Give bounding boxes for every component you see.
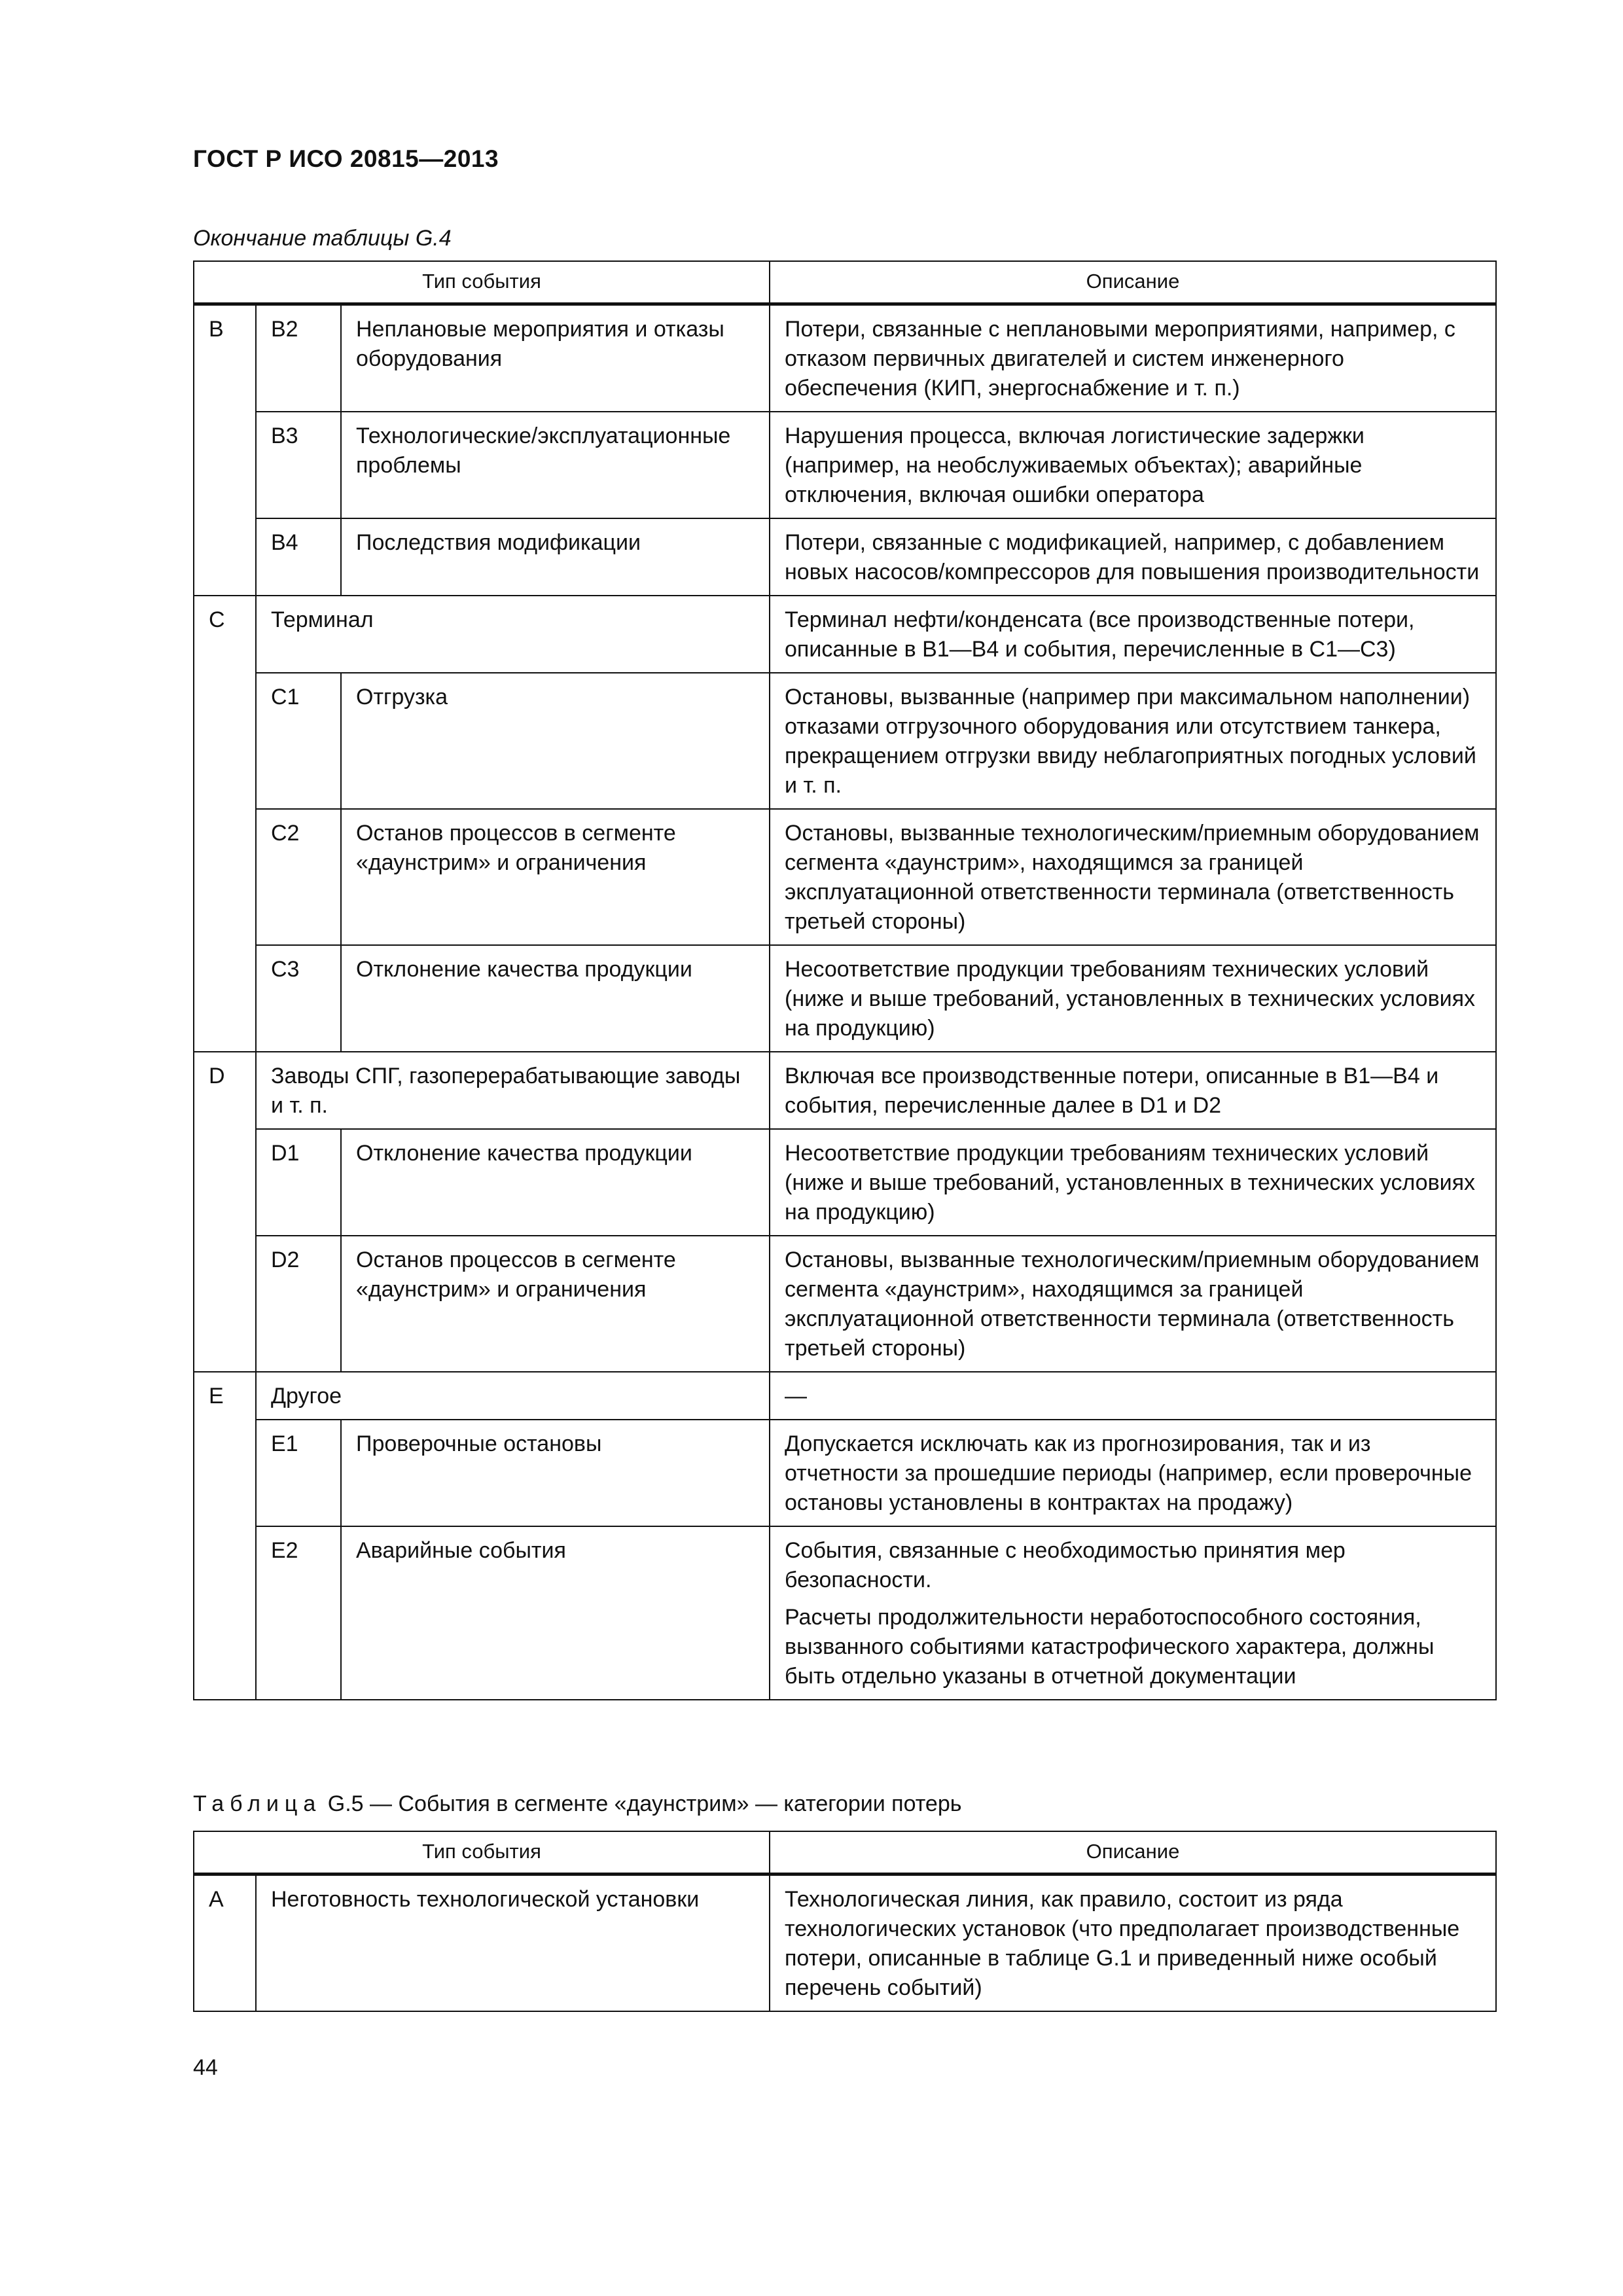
description-paragraph: События, связанные с необходимостью принятия мер безопасности. bbox=[785, 1538, 1346, 1592]
event-name-cell: Проверочные остановы bbox=[341, 1420, 770, 1526]
description-cell: Потери, связанные с неплановыми мероприятиями, например, с отказом первичных двигателей и систем инженерного обеспечения (КИП, энергоснабжение и т. п.) bbox=[770, 304, 1496, 412]
event-code-cell: C1 bbox=[256, 673, 341, 809]
event-name-cell: Отклонение качества продукции bbox=[341, 945, 770, 1052]
table-header-row bbox=[194, 1831, 1496, 1874]
table-row bbox=[194, 304, 1496, 412]
description-cell: Включая все производственные потери, описанные в B1—B4 и события, перечисленные далее в D1 и D2 bbox=[770, 1052, 1496, 1129]
category-name-cell: Терминал bbox=[256, 596, 770, 673]
table-row bbox=[194, 1874, 1496, 2012]
event-code-cell: D2 bbox=[256, 1236, 341, 1372]
event-name-cell: Останов процессов в сегменте «даунстрим» и ограничения bbox=[341, 1236, 770, 1372]
table-caption-word: Таблица bbox=[193, 1791, 322, 1816]
description-cell: Несоответствие продукции требованиям технических условий (ниже и выше требований, установленных в технических условиях на продукцию) bbox=[770, 1129, 1496, 1236]
description-cell: Нарушения процесса, включая логистические задержки (например, на необслуживаемых объектах); аварийные отключения, включая ошибки оператора bbox=[770, 412, 1496, 518]
column-header-description: Описание bbox=[770, 261, 1496, 304]
description-cell: Допускается исключать как из прогнозирования, так и из отчетности за прошедшие периоды (например, если проверочные остановы установлены в контрактах на продажу) bbox=[770, 1420, 1496, 1526]
category-cell: C bbox=[194, 596, 256, 1052]
category-cell: A bbox=[194, 1874, 256, 2012]
table-row bbox=[194, 412, 1496, 518]
table-g4 bbox=[193, 260, 1497, 1700]
event-code-cell: C2 bbox=[256, 809, 341, 945]
table-row bbox=[194, 673, 1496, 809]
description-cell bbox=[770, 1526, 1496, 1700]
event-name-cell: Последствия модификации bbox=[341, 518, 770, 596]
description-cell: Терминал нефти/конденсата (все производственные потери, описанные в B1—B4 и события, перечисленные в C1—C3) bbox=[770, 596, 1496, 673]
table-row bbox=[194, 1526, 1496, 1700]
column-header-description: Описание bbox=[770, 1831, 1496, 1874]
description-paragraph: Расчеты продолжительности неработоспособного состояния, вызванного событиями катастрофического характера, должны быть отдельно указаны в отчетной документации bbox=[785, 1605, 1435, 1689]
event-code-cell: B4 bbox=[256, 518, 341, 596]
event-code-cell: C3 bbox=[256, 945, 341, 1052]
table-continuation-caption: Окончание таблицы G.4 bbox=[193, 226, 452, 251]
description-cell: Потери, связанные с модификацией, например, с добавлением новых насосов/компрессоров для повышения производительности bbox=[770, 518, 1496, 596]
table-row bbox=[194, 809, 1496, 945]
table-header-row bbox=[194, 261, 1496, 304]
description-cell: Технологическая линия, как правило, состоит из ряда технологических установок (что предполагает производственные потери, описанные в таблице G.1 и приведенный ниже особый перечень событий) bbox=[770, 1874, 1496, 2012]
table-row bbox=[194, 518, 1496, 596]
event-name-cell: Отклонение качества продукции bbox=[341, 1129, 770, 1236]
table-row bbox=[194, 945, 1496, 1052]
category-cell: E bbox=[194, 1372, 256, 1700]
event-code-cell: B3 bbox=[256, 412, 341, 518]
description-cell: Остановы, вызванные технологическим/приемным оборудованием сегмента «даунстрим», находящимся за границей эксплуатационной ответственности терминала (ответственность третьей стороны) bbox=[770, 1236, 1496, 1372]
table-g5-caption bbox=[193, 1791, 961, 1817]
document-header: ГОСТ Р ИСО 20815—2013 bbox=[193, 145, 499, 172]
column-header-event-type: Тип события bbox=[194, 1831, 770, 1874]
category-cell: B bbox=[194, 304, 256, 596]
category-name-cell: Неготовность технологической установки bbox=[256, 1874, 770, 2012]
event-code-cell: E2 bbox=[256, 1526, 341, 1700]
description-cell: Остановы, вызванные технологическим/приемным оборудованием сегмента «даунстрим», находящимся за границей эксплуатационной ответственности терминала (ответственность третьей стороны) bbox=[770, 809, 1496, 945]
description-cell: — bbox=[770, 1372, 1496, 1420]
category-name-cell: Другое bbox=[256, 1372, 770, 1420]
description-cell: Несоответствие продукции требованиям технических условий (ниже и выше требований, установленных в технических условиях на продукцию) bbox=[770, 945, 1496, 1052]
table-row bbox=[194, 1236, 1496, 1372]
table-row bbox=[194, 1420, 1496, 1526]
table-caption-text: G.5 — События в сегменте «даунстрим» — категории потерь bbox=[327, 1791, 962, 1816]
event-code-cell: E1 bbox=[256, 1420, 341, 1526]
event-code-cell: B2 bbox=[256, 304, 341, 412]
table-row bbox=[194, 596, 1496, 673]
category-cell: D bbox=[194, 1052, 256, 1372]
category-name-cell: Заводы СПГ, газоперерабатывающие заводы и т. п. bbox=[256, 1052, 770, 1129]
column-header-event-type: Тип события bbox=[194, 261, 770, 304]
description-cell: Остановы, вызванные (например при максимальном наполнении) отказами отгрузочного оборудования или отсутствием танкера, прекращением отгрузки ввиду неблагоприятных погодных условий и т. п. bbox=[770, 673, 1496, 809]
table-row bbox=[194, 1129, 1496, 1236]
event-name-cell: Неплановые мероприятия и отказы оборудования bbox=[341, 304, 770, 412]
event-name-cell: Аварийные события bbox=[341, 1526, 770, 1700]
page-number: 44 bbox=[193, 2055, 218, 2080]
event-name-cell: Останов процессов в сегменте «даунстрим» и ограничения bbox=[341, 809, 770, 945]
event-name-cell: Отгрузка bbox=[341, 673, 770, 809]
event-code-cell: D1 bbox=[256, 1129, 341, 1236]
event-name-cell: Технологические/эксплуатационные проблемы bbox=[341, 412, 770, 518]
table-row bbox=[194, 1372, 1496, 1420]
table-row bbox=[194, 1052, 1496, 1129]
table-g5 bbox=[193, 1831, 1497, 2012]
